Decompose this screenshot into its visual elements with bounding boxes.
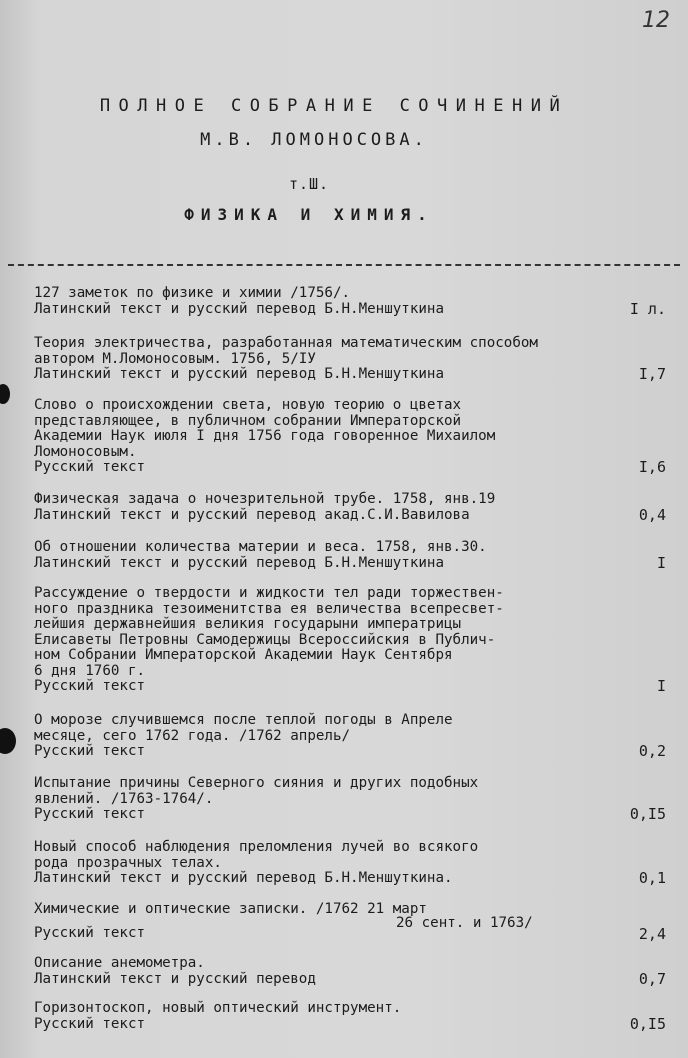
- list-item: Испытание причины Северного сияния и других подобных явлений. /1763-1764/. Русский текст 0,I5: [34, 775, 666, 823]
- entry-value: I,6: [638, 457, 666, 476]
- entry-value: I: [656, 676, 666, 695]
- title-line-2: М.В. ЛОМОНОСОВА.: [200, 130, 428, 150]
- list-item: Теория электричества, разработанная математическим способом автором М.Ломоносовым. 1756, 5/IУ Латинский текст и русский перевод Б.Н.Меншуткина I,7: [34, 335, 666, 383]
- list-item: Новый способ наблюдения преломления лучей во всякого рода прозрачных телах. Латинский текст и русский перевод Б.Н.Меншуткина. 0,1: [34, 839, 666, 887]
- list-item: Об отношении количества материи и веса. 1758, янв.30. Латинский текст и русский перевод Б.Н.Меншуткина I: [34, 539, 666, 572]
- list-item: Слово о происхождении света, новую теорию о цветах представляющее, в публичном собрании Императорской Академии Наук июля I дня 1756 года говоренное Михаилом Ломоносовым. Русский текст I,6: [34, 397, 666, 476]
- list-item: Химические и оптические записки. /1762 21 март Русский текст 2,4: [34, 901, 666, 943]
- list-item: О морозе случившемся после теплой погоды в Апреле месяце, сего 1762 года. /1762 апрель/ Русский текст 0,2: [34, 712, 666, 760]
- list-item: 127 заметок по физике и химии /1756/. Латинский текст и русский перевод Б.Н.Меншуткина I л.: [34, 285, 666, 318]
- title-line-1: ПОЛНОЕ СОБРАНИЕ СОЧИНЕНИЙ: [99, 96, 569, 116]
- entry-value: 0,I5: [629, 1014, 666, 1033]
- entry-value: 0,I5: [629, 804, 666, 823]
- entry-value: 0,4: [638, 505, 666, 524]
- list-item: Физическая задача о ночезрительной трубе. 1758, янв.19 Латинский текст и русский перевод акад.С.И.Вавилова 0,4: [34, 491, 666, 524]
- entry-value: 0,7: [638, 969, 666, 988]
- entry-value: I: [656, 553, 666, 572]
- divider-rule: [8, 264, 680, 266]
- entry-value: 0,2: [638, 741, 666, 760]
- list-item: Горизонтоскоп, новый оптический инструмент. Русский текст 0,I5: [34, 1000, 666, 1033]
- entry-value: 0,1: [638, 868, 666, 887]
- punch-hole-mark: [0, 728, 16, 754]
- entry-value: I л.: [629, 299, 666, 318]
- page-number: 12: [642, 8, 670, 33]
- entry-value: 2,4: [638, 924, 666, 943]
- section-title: ФИЗИКА И ХИМИЯ.: [184, 205, 434, 224]
- volume-label: т.Ш.: [288, 175, 330, 193]
- list-item: Рассуждение о твердости и жидкости тел ради торжествен- ного праздника тезоименитства ея величества всепресвет- лейшия державнейшия великия государыни императрицы Елисаветы Петровны Самодержицы Всероссийския в Публич- ном Собрании Императорской Академии Наук Сентября 6 дня 1760 г. Русский текст I: [34, 585, 666, 695]
- list-item: Описание анемометра. Латинский текст и русский перевод 0,7: [34, 955, 666, 988]
- punch-hole-mark: [0, 384, 10, 404]
- overlay-note: 26 сент. и 1763/: [396, 915, 533, 931]
- entry-value: I,7: [638, 364, 666, 383]
